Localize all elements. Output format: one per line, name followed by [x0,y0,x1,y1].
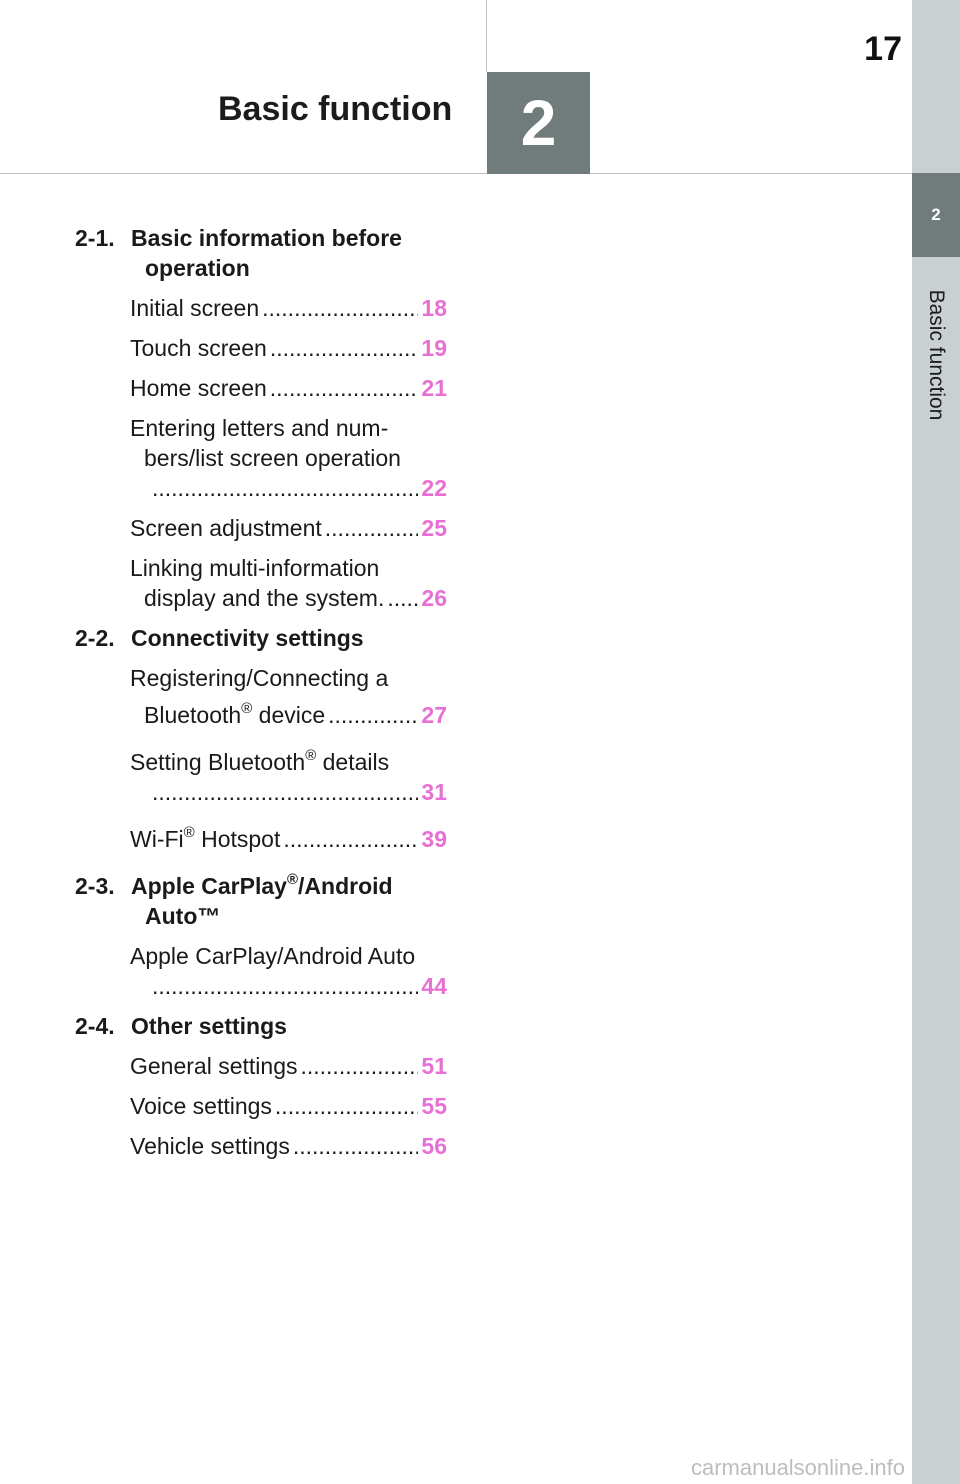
entry-label-text: Wi-Fi [130,826,184,852]
page-link[interactable]: 21 [421,375,447,401]
registered-mark: ® [183,824,195,841]
toc-section-2-2 [75,623,447,653]
entry-label-text: Hotspot [194,826,281,852]
entry-label-text: Setting Bluetooth [130,749,306,775]
toc-section-2-3 [75,871,447,931]
page-link[interactable]: 31 [421,779,447,805]
page-link[interactable]: 27 [421,702,447,728]
entry-label-text: Bluetooth [144,702,242,728]
registered-mark: ® [305,747,317,764]
section-title-text: /Android Auto™ [145,873,393,929]
page-link[interactable]: 25 [421,515,447,541]
registered-mark: ® [286,871,299,888]
watermark: carmanualsonline.info [690,1455,905,1480]
page-link[interactable]: 39 [421,826,447,852]
leader-dots [280,824,418,854]
toc-entry-initial-screen[interactable] [130,293,447,323]
entry-label: Vehicle settings [130,1133,290,1159]
leader-dots [384,583,418,613]
section-title [131,871,447,931]
entry-label-line-2: bers/list screen operation [144,445,401,471]
page-link[interactable]: 55 [421,1093,447,1119]
toc-entry-voice-settings[interactable] [130,1091,447,1121]
entry-label: Apple CarPlay/Android Auto [130,943,416,969]
entry-label-line-2: display and the system. [144,585,385,611]
entry-label-line-2 [144,700,325,730]
side-tab-number: 2 [931,205,941,224]
table-of-contents [75,223,447,1161]
section-title-text: Apple CarPlay [131,873,287,899]
header-divider-vertical [486,0,487,72]
chapter-number-box [487,72,590,174]
entry-label: Screen adjustment [130,515,322,541]
leader-dots [149,777,418,807]
leader-dots [267,333,419,363]
toc-section-2-4 [75,1011,447,1041]
entry-label-line-1: Linking multi-information [130,555,380,581]
leader-dots [272,1091,418,1121]
page-link[interactable]: 22 [421,475,447,501]
side-tab-label-text: Basic function [925,289,948,421]
toc-entry-vehicle-settings[interactable] [130,1131,447,1161]
toc-entry-entering-letters[interactable] [130,413,447,503]
section-number: 2-4. [75,1013,115,1039]
toc-entry-registering-bluetooth[interactable] [130,663,447,730]
leader-dots [149,971,418,1001]
page-link[interactable]: 56 [421,1133,447,1159]
leader-dots [322,513,419,543]
toc-entry-touch-screen[interactable] [130,333,447,363]
toc-entry-home-screen[interactable] [130,373,447,403]
chapter-title: Basic function [218,90,453,128]
section-title: Basic information before operation [131,225,402,281]
page-link[interactable]: 19 [421,335,447,361]
page-number: 17 [864,30,902,68]
entry-label: Voice settings [130,1093,272,1119]
section-title: Other settings [131,1013,287,1039]
entry-label: General settings [130,1053,298,1079]
entry-label: Touch screen [130,335,267,361]
leader-dots [297,1051,418,1081]
side-tab-chapter[interactable] [912,173,960,257]
chapter-number: 2 [520,87,557,159]
leader-dots [149,473,418,503]
section-number: 2-3. [75,873,115,899]
registered-mark: ® [241,700,253,717]
section-number: 2-2. [75,625,115,651]
entry-label-line-1: Entering letters and num- [130,415,389,441]
leader-dots [325,700,418,730]
toc-entry-wifi-hotspot[interactable] [130,824,447,854]
entry-label [130,824,280,854]
leader-dots [267,373,419,403]
page-link[interactable]: 44 [421,973,447,999]
page-link[interactable]: 26 [421,585,447,611]
entry-label: Initial screen [130,295,260,321]
entry-label-text: device [252,702,326,728]
toc-section-2-1 [75,223,447,283]
toc-entry-linking-multi-info[interactable] [130,553,447,613]
section-title: Connectivity settings [131,625,364,651]
toc-entry-screen-adjustment[interactable] [130,513,447,543]
toc-entry-general-settings[interactable] [130,1051,447,1081]
toc-entry-setting-bluetooth[interactable] [130,747,447,807]
entry-label-line-1 [130,747,447,777]
leader-dots [290,1131,419,1161]
header-divider [0,173,912,174]
section-number: 2-1. [75,225,115,251]
entry-label-text: details [316,749,390,775]
entry-label-line-1: Registering/Connecting a [130,665,389,691]
page-link[interactable]: 18 [421,295,447,321]
leader-dots [259,293,418,323]
toc-entry-carplay-android[interactable] [130,941,447,1001]
page-link[interactable]: 51 [421,1053,447,1079]
entry-label: Home screen [130,375,267,401]
